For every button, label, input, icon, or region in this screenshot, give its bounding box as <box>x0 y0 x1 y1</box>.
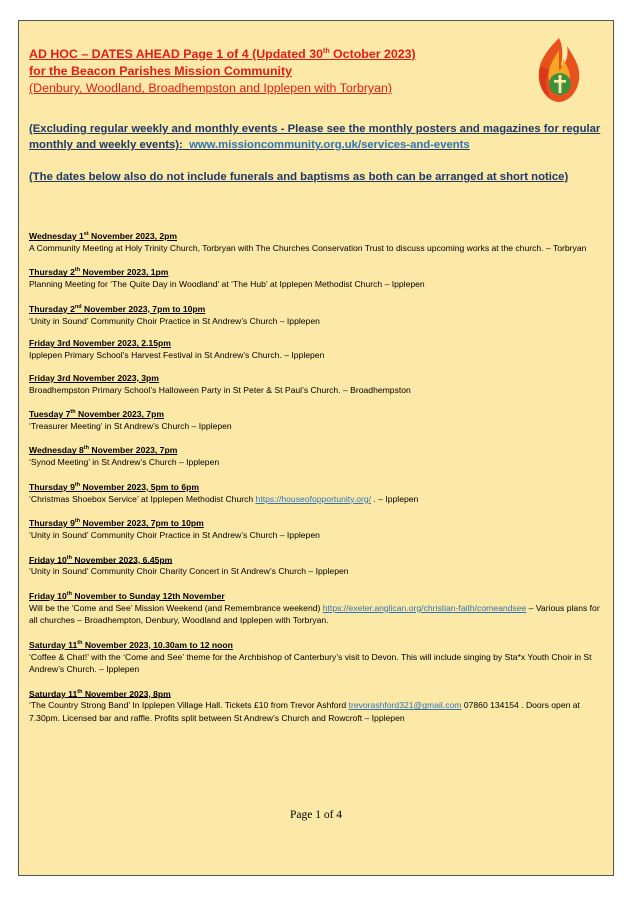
document-page <box>18 20 614 876</box>
event-description-text-end: – Various plans for all churches – Broadhempton, Denbury, Woodland and Ipplepen with Torbryan. <box>29 602 600 626</box>
event-date-sup: th <box>74 518 81 525</box>
event-date-text-end: November 2023, 7pm <box>88 445 178 456</box>
event-date-text: Saturday 11 <box>29 688 78 699</box>
event-date-sup: th <box>70 409 76 416</box>
title-sup: th <box>322 48 330 55</box>
event-description: ‘Unity in Sound’ Community Choir Practice in St Andrew’s Church – Ipplepen <box>29 315 320 326</box>
event-description <box>29 699 607 724</box>
event-description <box>29 493 607 506</box>
event-description-text-end: . – Ipplepen <box>371 493 419 504</box>
event-date-text-end: November 2023, 7pm to 10pm <box>81 303 206 314</box>
event-date-text: Wednesday 8 <box>29 445 84 456</box>
event-description: A Community Meeting at Holy Trinity Church, Torbryan with The Churches Conservation Trust to discuss upcoming works at the church. – Torbryan <box>29 242 587 253</box>
event-date <box>29 687 607 700</box>
event-link[interactable]: https://exeter.anglican.org/christian-faith/comeandsee <box>322 602 527 613</box>
event-link[interactable]: https://houseofopportunity.org/ <box>255 493 372 504</box>
event-link[interactable]: trevorashford321@gmail.com <box>348 700 462 711</box>
excluding-notice <box>29 121 607 153</box>
event-description: Planning Meeting for ‘The Quite Day in Woodland’ at ‘The Hub’ at Ipplepen Methodist Church – Ipplepen <box>29 279 425 290</box>
event-date-text: Thursday 9 <box>29 481 75 492</box>
event-date <box>29 589 607 602</box>
event-date-text-end: November 2023, 10.30am to 12 noon <box>82 639 233 650</box>
event-item <box>29 265 607 290</box>
event-description: ‘Unity in Sound’ Community Choir Practice in St Andrew’s Church – Ipplepen <box>29 530 320 541</box>
event-item <box>29 302 607 327</box>
event-description: Broadhempston Primary School’s Halloween Party in St Peter & St Paul’s Church. – Broadhempston <box>29 384 411 395</box>
event-date-sup: th <box>66 554 72 561</box>
event-date <box>29 407 607 420</box>
event-item <box>29 638 607 676</box>
event-date-sup: th <box>66 590 72 597</box>
event-date-text: Tuesday 7 <box>29 408 71 419</box>
event-item <box>29 229 607 254</box>
page-title <box>29 43 529 63</box>
event-description-text: Will be the ‘Come and See’ Mission Weekend (and Remembrance weekend) <box>29 602 323 613</box>
event-date-text-end: November 2023, 7pm to 10pm <box>80 518 204 529</box>
event-description: Ipplepen Primary School’s Harvest Festival in St Andrew’s Church. – Ipplepen <box>29 350 325 361</box>
event-item <box>29 687 607 725</box>
excluding-text: (Excluding regular weekly and monthly events - Please see the monthly posters and magazines for regular monthly and weekly events): <box>29 123 601 151</box>
event-date <box>29 229 607 242</box>
event-date-text-end: November 2023, 1pm <box>80 267 169 278</box>
event-date <box>29 480 607 493</box>
event-date <box>29 265 607 278</box>
event-description: ‘Treasurer Meeting’ in St Andrew’s Church – Ipplepen <box>29 420 232 431</box>
event-date-text-end: November 2023, 8pm <box>82 688 171 699</box>
title-text: AD HOC – DATES AHEAD Page 1 of 4 (Updated 30 <box>29 47 323 62</box>
event-item <box>29 338 607 362</box>
event-date-sup: th <box>74 267 81 274</box>
event-date-text: Friday 10 <box>29 590 67 601</box>
event-date-text: Friday 10 <box>29 554 67 565</box>
event-date-text-end: November to Sunday 12th November <box>71 590 225 601</box>
event-date <box>29 338 607 349</box>
event-item <box>29 553 607 578</box>
flame-cross-icon <box>533 36 585 104</box>
event-description-text-end: 07860 134154 . Doors open at 7.30pm. Licensed bar and raffle. Profits split between St Andrew’s Church and Rowcroft – Ipplepen <box>29 700 580 723</box>
event-date-sup: st <box>83 231 89 237</box>
event-date-text-end: November 2023, 6.45pm <box>71 554 173 565</box>
event-date-text-end: November 2023, 2pm <box>88 230 178 241</box>
event-description: ‘Coffee & Chat!’ with the ‘Come and See’ theme for the Archbishop of Canterbury’s visit to Devon. This will include singing by Sta*x Youth Choir in St Andrew’s Church. – Ipplepen <box>29 651 592 675</box>
event-item <box>29 480 607 505</box>
document-header <box>29 43 529 97</box>
event-item <box>29 407 607 432</box>
event-date <box>29 638 607 651</box>
event-date-sup: nd <box>74 303 82 310</box>
event-date <box>29 516 607 529</box>
event-date-text: Thursday 2 <box>29 303 75 314</box>
event-description <box>29 602 607 627</box>
event-date <box>29 553 607 566</box>
event-item <box>29 373 607 397</box>
events-list <box>29 229 607 735</box>
event-description: ‘Synod Meeting’ in St Andrew’s Church – Ipplepen <box>29 457 220 468</box>
event-description-text: ‘The Country Strong Band’ In Ipplepen Village Hall. Tickets £10 from Trevor Ashford <box>29 700 349 711</box>
event-item <box>29 589 607 627</box>
event-date-text-end: November 2023, 5pm to 6pm <box>80 481 199 492</box>
page-number: Page 1 of 4 <box>289 809 343 821</box>
event-item <box>29 516 607 541</box>
event-date-sup: th <box>77 639 83 646</box>
event-date-sup: th <box>83 445 89 452</box>
event-date <box>29 443 607 456</box>
event-date-text: Friday 3rd November 2023, 2.15pm <box>29 338 171 349</box>
event-date <box>29 302 607 315</box>
page-subtitle: for the Beacon Parishes Mission Community <box>29 64 293 79</box>
event-date-text: Friday 3rd November 2023, 3pm <box>29 372 159 383</box>
services-link[interactable]: www.missioncommunity.org.uk/services-and-events <box>189 139 470 151</box>
event-date-text: Thursday 9 <box>29 518 75 529</box>
event-description-text: ‘Christmas Shoebox Service’ at Ipplepen Methodist Church <box>29 493 256 504</box>
event-item <box>29 443 607 468</box>
event-date <box>29 373 607 384</box>
event-date-text: Thursday 2 <box>29 267 75 278</box>
event-date-text: Saturday 11 <box>29 639 78 650</box>
event-date-sup: th <box>77 688 83 695</box>
event-date-sup: th <box>74 481 81 488</box>
event-date-text: Wednesday 1 <box>29 230 84 241</box>
funerals-notice: (The dates below also do not include funerals and baptisms as both can be arranged at short notice) <box>29 171 569 183</box>
event-date-text-end: November 2023, 7pm <box>75 408 164 419</box>
event-description: ‘Unity in Sound’ Community Choir Charity Concert in St Andrew’s Church – Ipplepen <box>29 566 349 577</box>
title-text-end: October 2023) <box>329 47 416 62</box>
parishes-line: (Denbury, Woodland, Broadhempston and Ipplepen with Torbryan) <box>29 81 392 96</box>
